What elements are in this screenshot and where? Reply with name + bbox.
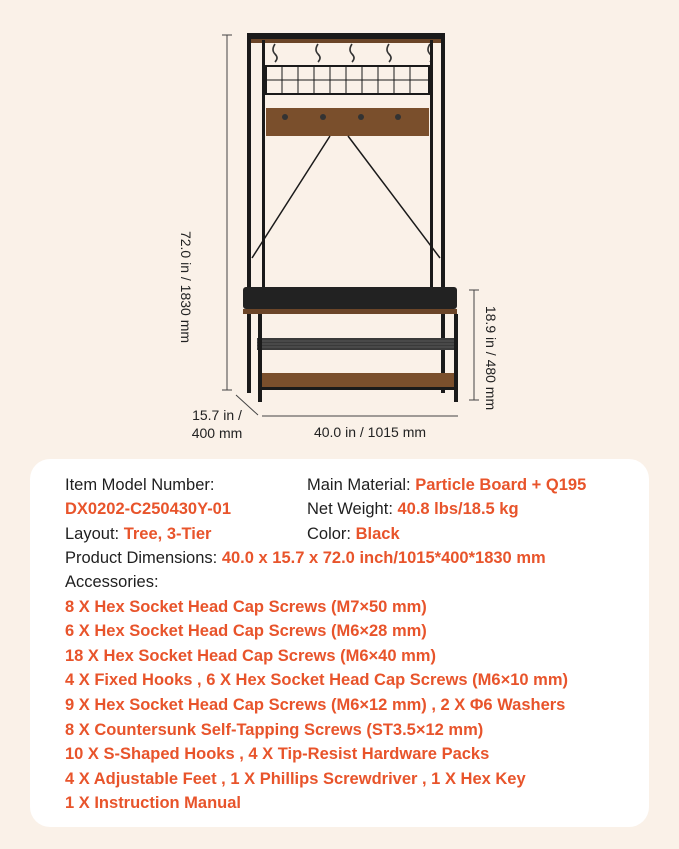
item-model-value: DX0202-C250430Y-01 [65,500,232,518]
layout: Layout: Tree, 3-Tier [65,525,212,543]
accessory-item: 6 X Hex Socket Head Cap Screws (M6×28 mm) [65,622,427,640]
height-dimension: 72.0 in / 1830 mm [178,230,194,344]
s-hooks [273,44,432,62]
accessory-item: 8 X Countersunk Self-Tapping Screws (ST3.5×12 mm) [65,721,484,739]
accessories-label: Accessories: [65,573,159,591]
accessory-item: 8 X Hex Socket Head Cap Screws (M7×50 mm) [65,598,427,616]
color: Color: Black [307,525,400,543]
bench-height-dimension: 18.9 in / 480 mm [483,305,499,411]
accessory-item: 18 X Hex Socket Head Cap Screws (M6×40 mm) [65,647,436,665]
spec-card [30,459,649,827]
accessory-item: 1 X Instruction Manual [65,794,242,812]
accessory-item: 4 X Adjustable Feet , 1 X Phillips Screwdriver , 1 X Hex Key [65,770,526,788]
accessory-item: 10 X S-Shaped Hooks , 4 X Tip-Resist Hardware Packs [65,745,490,763]
net-weight: Net Weight: 40.8 lbs/18.5 kg [307,500,519,518]
item-model-label: Item Model Number: [65,476,215,494]
width-dimension: 40.0 in / 1015 mm [313,424,427,440]
accessory-item: 9 X Hex Socket Head Cap Screws (M6×12 mm) , 2 X Φ6 Washers [65,696,566,714]
product-dimensions: Product Dimensions: 40.0 x 15.7 x 72.0 inch/1015*400*1830 mm [65,549,546,567]
accessory-item: 4 X Fixed Hooks , 6 X Hex Socket Head Cap Screws (M6×10 mm) [65,671,568,689]
main-material: Main Material: Particle Board + Q195 [307,476,587,494]
depth-dimension: 15.7 in / 400 mm [191,407,243,441]
